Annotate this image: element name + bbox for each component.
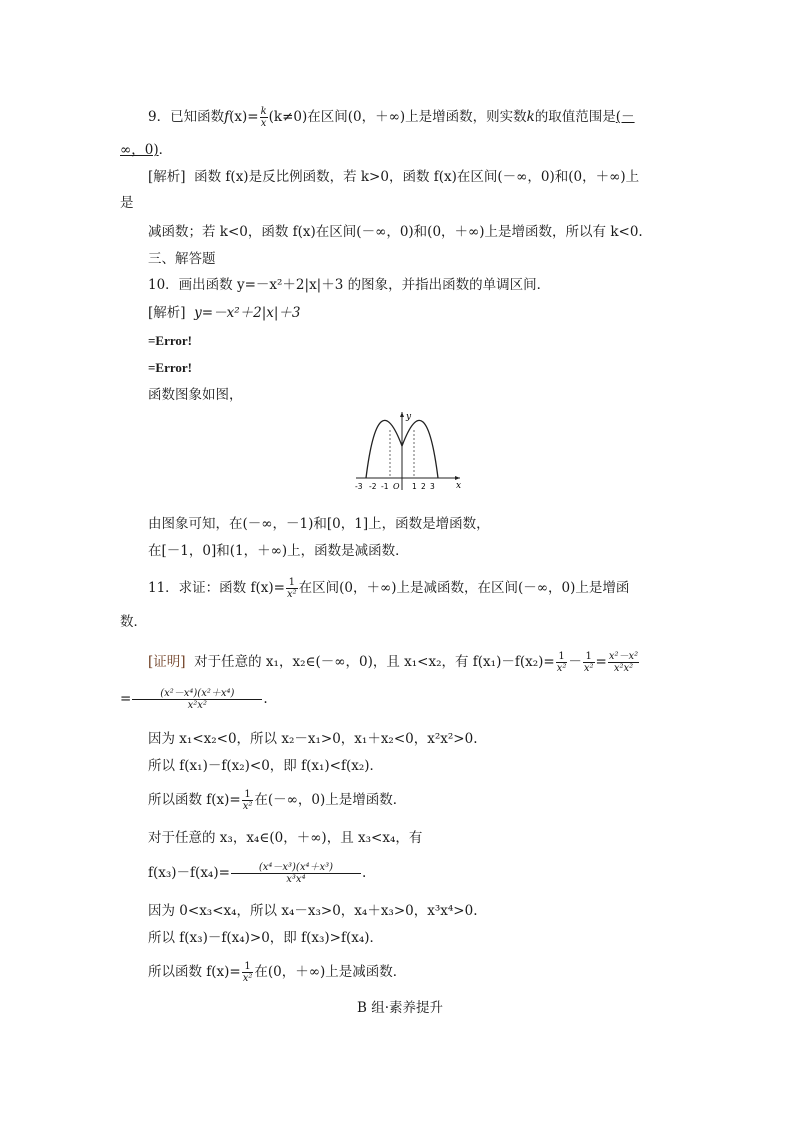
function-graph — [352, 408, 470, 492]
proof-frac3-num: x²－x² — [608, 651, 639, 662]
y-axis-arrow — [400, 412, 404, 417]
q10-graph-intro: 函数图象如图， — [148, 387, 243, 403]
q11-proof-line6: 对于任意的 x₃，x₄∈(0，＋∞)，且 x₃<x₄，有 — [148, 830, 423, 846]
q9-analysis-line2: 减函数；若 k<0，函数 f(x)在区间(－∞，0)和(0，＋∞)上是增函数，所以有 k<0. — [148, 224, 643, 240]
proof-p10a: 所以函数 f(x)= — [148, 964, 241, 980]
proof-frac2 — [583, 651, 595, 674]
q9-analysis-text1: 函数 f(x)是反比例函数，若 k>0，函数 f(x)在区间(－∞，0)和(0，＋∞)上 — [194, 169, 640, 185]
q9-period: ． — [158, 142, 173, 158]
proof-p5b: 在(－∞，0)上是增函数． — [254, 792, 407, 808]
q11-fraction — [286, 577, 298, 600]
q10-analysis-expr: y=－x²＋2|x|＋3 — [194, 305, 301, 321]
proof-p1: 对于任意的 x₁，x₂∈(－∞，0)，且 x₁<x₂，有 f(x₁)－f(x₂)= — [194, 654, 555, 670]
tick-2: 2 — [421, 482, 426, 491]
proof-frac5-num: 1 — [242, 789, 254, 801]
proof-frac10-den: x² — [242, 973, 253, 984]
x-axis-arrow — [455, 476, 460, 480]
proof-eq2: = — [120, 691, 132, 707]
proof-frac1-num: 1 — [556, 651, 568, 663]
proof-frac1-den: x² — [556, 663, 567, 674]
q10-stem: 10．画出函数 y=－x²＋2|x|＋3 的图象，并指出函数的单调区间． — [148, 277, 551, 293]
q10-conclusion2: 在[－1，0]和(1，＋∞)上，函数是减函数． — [148, 543, 409, 559]
q11-proof-line10 — [148, 961, 406, 984]
proof-frac10-num: 1 — [242, 961, 254, 973]
proof-frac2-den: x² — [583, 663, 594, 674]
q9-line1 — [148, 106, 635, 129]
q11-lead: 11．求证：函数 f(x)= — [148, 580, 285, 596]
proof-frac5 — [242, 789, 254, 812]
q11-proof-line5 — [148, 789, 406, 812]
q9-analysis-line1b: 是 — [120, 195, 134, 211]
q10-analysis-tag: [解析] — [148, 305, 186, 321]
q9-k: k — [526, 109, 535, 125]
proof-p10b: 在(0，＋∞)上是减函数． — [254, 964, 407, 980]
q9-answer-part1: (－ — [615, 109, 635, 125]
q11-frac-den: x² — [286, 589, 297, 600]
origin-label: O — [393, 482, 400, 491]
q9-answer-part2: ∞，0) — [120, 142, 159, 158]
proof-dot7: . — [361, 865, 367, 881]
q11-proof-line9: 所以 f(x₃)－f(x₄)>0，即 f(x₃)>f(x₄)． — [148, 930, 384, 946]
q11-stem-end: 数． — [120, 614, 147, 630]
q9-x-paren: (x)= — [229, 109, 259, 125]
proof-frac10 — [242, 961, 254, 984]
proof-eq: = — [595, 654, 607, 670]
q11-proof-line3: 因为 x₁<x₂<0，所以 x₂－x₁>0，x₁＋x₂<0，x²x²>0. — [148, 731, 478, 747]
q11-proof-line4: 所以 f(x₁)－f(x₂)<0，即 f(x₁)<f(x₂)． — [148, 758, 384, 774]
q11-proof-line1 — [148, 651, 640, 674]
q9-tail: 的取值范围是 — [534, 109, 616, 125]
q9-analysis-tag: [解析] — [148, 169, 186, 185]
proof-p7a: f(x₃)－f(x₄)= — [148, 865, 230, 881]
proof-p5a: 所以函数 f(x)= — [148, 792, 241, 808]
q9-cond: (k≠0)在区间(0，＋∞)上是增函数，则实数 — [268, 109, 527, 125]
proof-frac4-num: (x²－x⁴)(x²＋x⁴) — [132, 688, 262, 700]
proof-frac7 — [231, 862, 361, 885]
q9-fraction — [260, 106, 268, 129]
proof-dot2: . — [263, 691, 268, 707]
proof-frac1 — [556, 651, 568, 674]
q10-error1: =Error! — [148, 333, 192, 348]
proof-frac3 — [608, 651, 639, 674]
proof-frac4 — [132, 688, 262, 711]
x-label: x — [456, 481, 462, 491]
proof-frac7-num: (x⁴－x³)(x⁴＋x³) — [231, 862, 361, 874]
proof-frac4-den: x²x² — [187, 700, 207, 711]
q9-line2 — [120, 141, 172, 159]
q9-f: f — [224, 109, 230, 125]
footer-section: B 组·素养提升 — [357, 1000, 444, 1016]
proof-frac7-den: x³x⁴ — [286, 874, 306, 885]
q10-conclusion1: 由图象可知，在(－∞，－1)和[0，1]上，函数是增函数， — [148, 516, 490, 532]
q9-frac-num: k — [260, 106, 267, 117]
proof-minus: － — [568, 654, 582, 670]
section-heading: 三、解答题 — [148, 251, 216, 267]
tick-neg1: -1 — [381, 482, 389, 491]
q10-error2: =Error! — [148, 360, 192, 375]
y-label: y — [406, 412, 412, 422]
proof-frac3-den: x²x² — [613, 663, 634, 674]
tick-neg2: -2 — [369, 482, 377, 491]
proof-tag: [证明] — [148, 654, 186, 670]
q11-proof-line8: 因为 0<x₃<x₄，所以 x₄－x₃>0，x₄＋x₃>0，x³x⁴>0. — [148, 903, 478, 919]
tick-neg3: -3 — [355, 482, 363, 491]
proof-frac5-den: x² — [242, 801, 253, 812]
q11-stem — [148, 577, 629, 600]
q10-analysis — [148, 304, 301, 322]
q9-analysis-line1 — [148, 168, 639, 186]
q11-frac-num: 1 — [286, 577, 298, 589]
q11-proof-line2 — [120, 688, 268, 711]
q11-tail: 在区间(0，＋∞)上是减函数，在区间(－∞，0)上是增函 — [298, 580, 630, 596]
q11-proof-line7 — [148, 862, 366, 885]
tick-1: 1 — [412, 482, 417, 491]
proof-frac2-num: 1 — [583, 651, 595, 663]
tick-3: 3 — [430, 482, 435, 491]
q9-frac-den: x — [260, 118, 267, 129]
q9-lead: 9．已知函数 — [148, 109, 225, 125]
